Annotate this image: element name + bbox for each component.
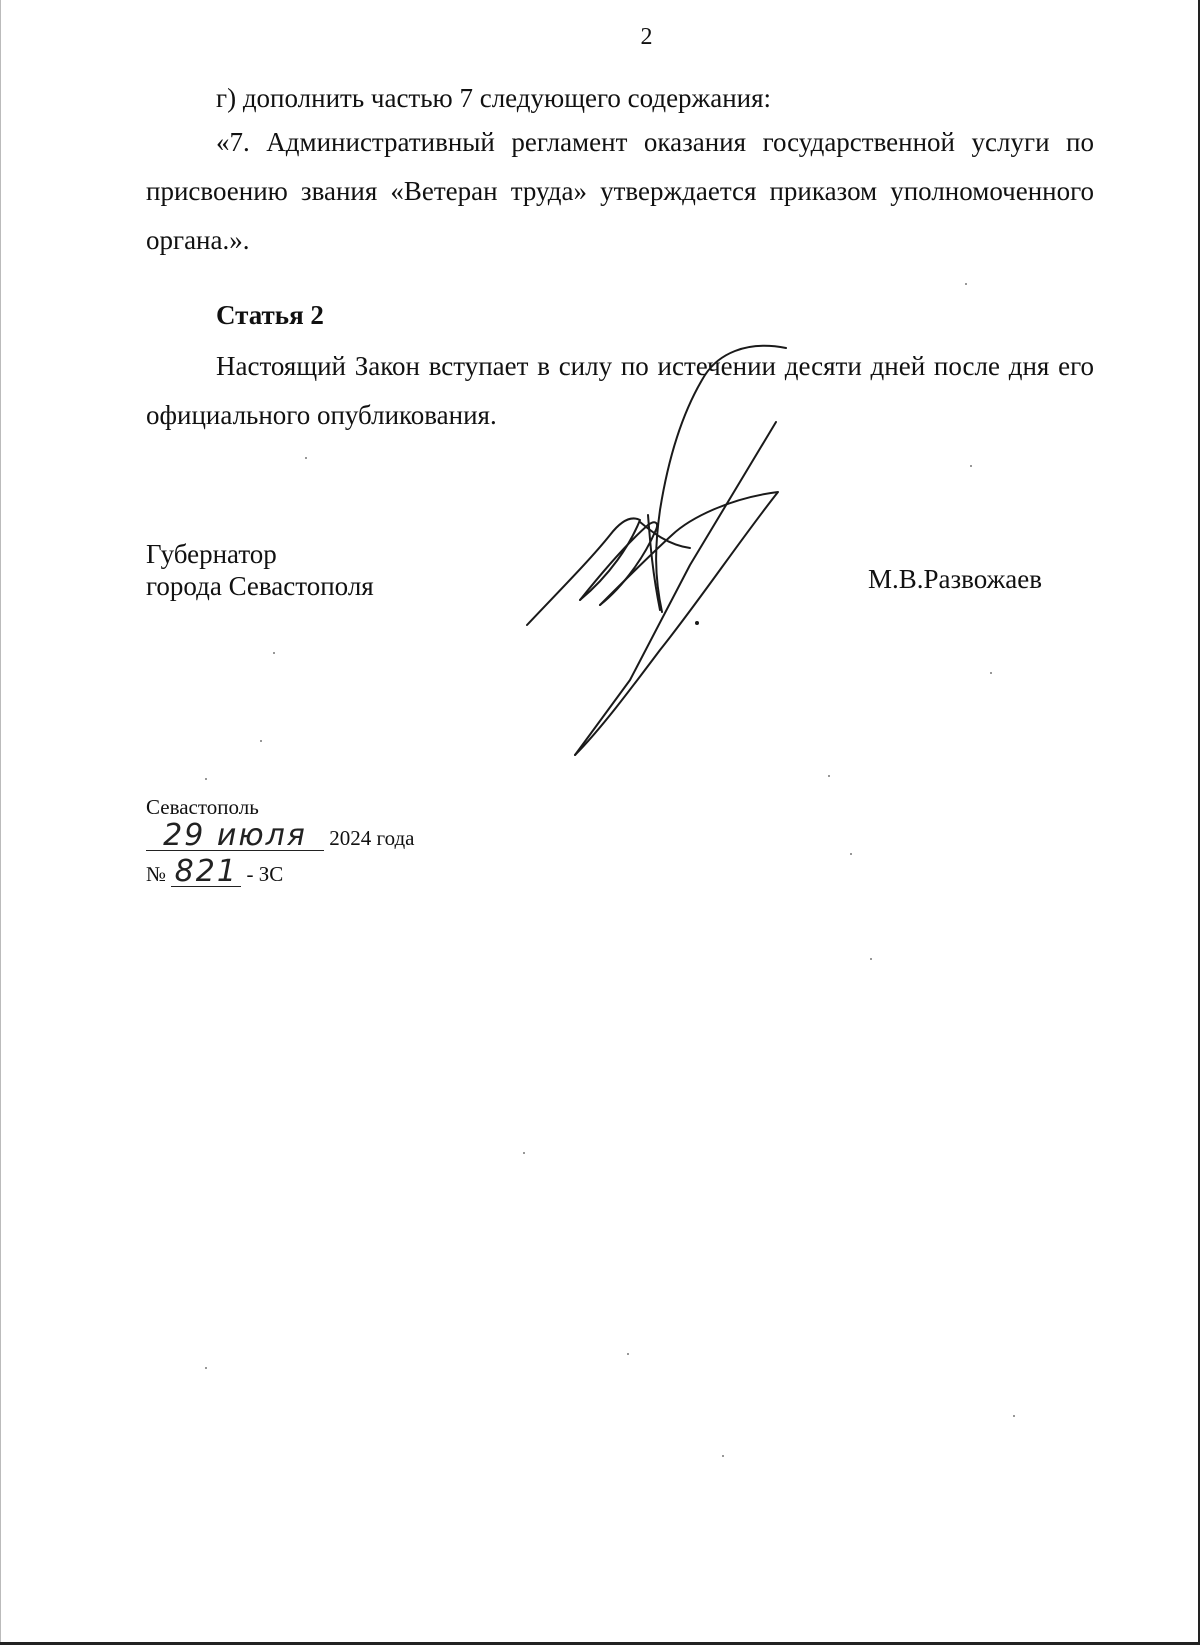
handwritten-date: 29 июля xyxy=(146,822,324,851)
article-heading: Статья 2 xyxy=(216,300,324,330)
scan-speck xyxy=(273,652,275,654)
footer-number-prefix: № xyxy=(146,862,167,886)
footer-date-line xyxy=(146,818,415,853)
paragraph-amendment-text: «7. Административный регламент оказания государственной услуги по присвоению звания «Ветеран труда» утверждается приказом уполномоченного органа.». xyxy=(146,127,1094,255)
footer-year: 2024 года xyxy=(329,826,415,850)
scan-speck xyxy=(260,740,262,742)
scan-speck xyxy=(1013,1415,1015,1417)
signatory-title-line1: Губернатор xyxy=(146,539,277,569)
scan-speck xyxy=(627,1353,629,1355)
page-number: 2 xyxy=(640,24,653,50)
scan-speck xyxy=(205,1367,207,1369)
scan-speck xyxy=(965,283,967,285)
paragraph-amendment-intro: г) дополнить частью 7 следующего содержания: xyxy=(216,83,772,113)
scan-speck xyxy=(870,958,872,960)
scan-speck xyxy=(722,1455,724,1457)
paragraph-effective-date: Настоящий Закон вступает в силу по истечении десяти дней после дня его официального опубликования. xyxy=(146,351,1094,430)
signatory-title xyxy=(146,538,374,602)
scan-speck xyxy=(523,1152,525,1154)
footer-number-suffix: - ЗС xyxy=(246,862,284,886)
signatory-title-line2: города Севастополя xyxy=(146,571,374,601)
scan-speck xyxy=(850,853,852,855)
signatory-name: М.В.Развожаев xyxy=(868,564,1042,594)
scan-speck xyxy=(990,672,992,674)
page-edge-left xyxy=(0,0,1,1645)
footer-number-line xyxy=(146,854,284,889)
scan-speck xyxy=(828,775,830,777)
scan-speck xyxy=(305,457,307,459)
scan-speck xyxy=(970,465,972,467)
handwritten-number: 821 xyxy=(171,858,241,887)
footer-city: Севастополь xyxy=(146,795,259,819)
scan-speck xyxy=(205,778,207,780)
